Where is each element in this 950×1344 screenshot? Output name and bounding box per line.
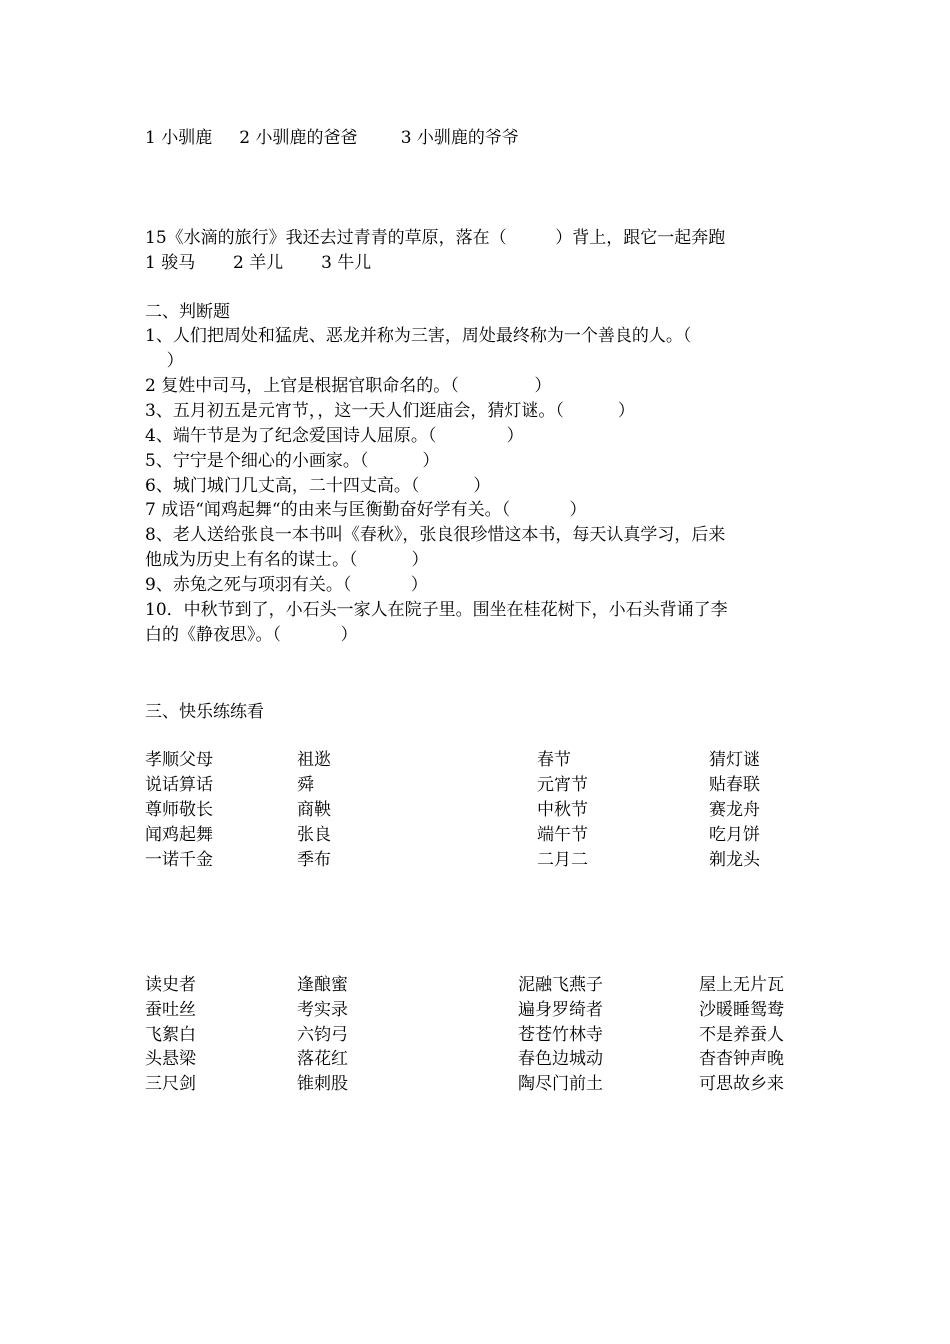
table-cell: 锥刺股 (297, 1074, 348, 1094)
judge-item-2: 2 复姓中司马，上官是根据官职命名的。（ ） (145, 376, 552, 396)
table-cell: 吃月饼 (709, 825, 760, 845)
table-cell: 不是养蚕人 (699, 1025, 784, 1045)
table-cell: 二月二 (537, 850, 588, 870)
table-cell: 泥融飞燕子 (518, 975, 603, 995)
table-cell: 元宵节 (537, 775, 588, 795)
judge-item-10: 10．中秋节到了，小石头一家人在院子里。围坐在桂花树下，小石头背诵了李 (145, 600, 728, 620)
section3-title: 三、快乐练练看 (145, 702, 264, 722)
table-cell: 逢酿蜜 (297, 975, 348, 995)
table-cell: 猜灯谜 (709, 750, 760, 770)
judge-item-3: 3、五月初五是元宵节，，这一天人们逛庙会，猜灯谜。（ ） (145, 401, 635, 421)
table-cell: 赛龙舟 (709, 800, 760, 820)
judge-item-8-cont: 他成为历史上有名的谋士。（ ） (145, 550, 429, 570)
judge-item-10-cont: 白的《静夜思》。（ ） (145, 625, 358, 645)
table-cell: 遍身罗绮者 (518, 1000, 603, 1020)
table-cell: 说话算话 (145, 775, 213, 795)
table-cell: 落花红 (297, 1049, 348, 1069)
judge-item-1-cont: ） (145, 351, 184, 371)
table-cell: 闻鸡起舞 (145, 825, 213, 845)
table-cell: 贴春联 (709, 775, 760, 795)
judge-item-4: 4、端午节是为了纪念爱国诗人屈原。（ ） (145, 426, 524, 446)
table-cell: 陶尽门前土 (518, 1074, 603, 1094)
table-cell: 六钧弓 (297, 1025, 348, 1045)
table-cell: 读史者 (145, 975, 196, 995)
table-cell: 剃龙头 (709, 850, 760, 870)
table-cell: 沙暖睡鸳鸯 (699, 1000, 784, 1020)
table-cell: 杳杳钟声晚 (699, 1049, 784, 1069)
table-cell: 考实录 (297, 1000, 348, 1020)
table-cell: 飞絮白 (145, 1025, 196, 1045)
q14-options: 1 小驯鹿 2 小驯鹿的爸爸 3 小驯鹿的爷爷 (145, 128, 519, 148)
table-cell: 春色边城动 (518, 1049, 603, 1069)
table-cell: 商鞅 (297, 800, 331, 820)
table-cell: 苍苍竹林寺 (518, 1025, 603, 1045)
table-cell: 张良 (297, 825, 331, 845)
judge-item-8: 8、老人送给张良一本书叫《春秋》，张良很珍惜这本书，每天认真学习，后来 (145, 525, 726, 545)
table-cell: 一诺千金 (145, 850, 213, 870)
table-cell: 春节 (537, 750, 571, 770)
table-cell: 祖逖 (297, 750, 331, 770)
table-cell: 头悬梁 (145, 1049, 196, 1069)
table-cell: 舜 (297, 775, 314, 795)
table-cell: 尊师敬长 (145, 800, 213, 820)
table-cell: 孝顺父母 (145, 750, 213, 770)
table-cell: 端午节 (537, 825, 588, 845)
judge-item-7: 7 成语“闻鸡起舞“的由来与匡衡勤奋好学有关。（ ） (145, 500, 587, 520)
judge-item-9: 9、赤兔之死与项羽有关。（ ） (145, 575, 428, 595)
table-cell: 季布 (297, 850, 331, 870)
table-cell: 三尺剑 (145, 1074, 196, 1094)
judge-item-6: 6、城门城门几丈高，二十四丈高。（ ） (145, 476, 491, 496)
table-cell: 蚕吐丝 (145, 1000, 196, 1020)
judge-item-1: 1、人们把周处和猛虎、恶龙并称为三害，周处最终称为一个善良的人。（ (145, 326, 692, 346)
table-cell: 屋上无片瓦 (699, 975, 784, 995)
q15-options: 1 骏马 2 羊儿 3 牛儿 (145, 253, 372, 273)
q15-question: 15《水滴的旅行》我还去过青青的草原，落在（ ）背上，跟它一起奔跑 (145, 228, 726, 248)
table-cell: 中秋节 (537, 800, 588, 820)
section2-title: 二、判断题 (145, 302, 230, 322)
judge-item-5: 5、宁宁是个细心的小画家。（ ） (145, 451, 440, 471)
table-cell: 可思故乡来 (699, 1074, 784, 1094)
